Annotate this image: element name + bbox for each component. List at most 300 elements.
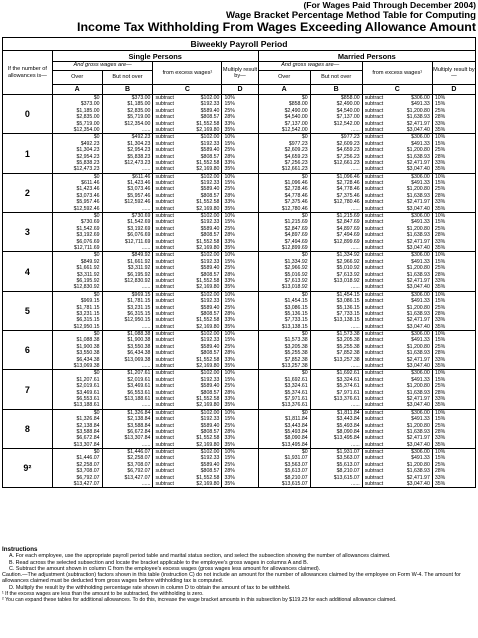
subtract-label: subtract xyxy=(155,337,174,344)
subtract-amount: $2,471.97 xyxy=(406,120,430,127)
subtract-amount: $1,638.93 xyxy=(406,271,430,278)
subtract-label: subtract xyxy=(364,402,384,409)
value: $3,550.38 xyxy=(127,343,151,350)
subtract-amount: $491.33 xyxy=(411,219,430,226)
single-subtract-cell xyxy=(153,291,222,330)
married-not-over-cell xyxy=(310,331,362,370)
married-subtract-cell xyxy=(362,134,432,173)
value: $0 xyxy=(93,291,100,298)
subtract-amount: $808.57 xyxy=(200,428,220,435)
value: $730.69 xyxy=(131,213,151,220)
value: $12,830.92 xyxy=(124,277,151,284)
subtract-label: subtract xyxy=(155,468,174,475)
value: $3,311.92 xyxy=(76,271,100,278)
subtract-label: subtract xyxy=(364,252,384,259)
value: ...... xyxy=(351,363,360,370)
subtract-amount: $192.33 xyxy=(200,219,220,226)
value: ...... xyxy=(351,166,360,173)
value: $1,931.07 xyxy=(336,449,360,456)
value: 28% xyxy=(224,428,235,435)
value: $12,899.69 xyxy=(333,238,360,245)
value: 15% xyxy=(434,219,446,226)
value: $3,205.38 xyxy=(336,337,360,344)
value: 25% xyxy=(224,225,235,232)
subtract-amount: $491.33 xyxy=(411,376,430,383)
value: $4,778.46 xyxy=(284,192,308,199)
single-multiply-header: Multiply result by— xyxy=(222,62,258,85)
value: $1,692.61 xyxy=(284,376,308,383)
subtract-amount: $808.57 xyxy=(200,153,220,160)
value: $13,495.84 xyxy=(281,441,308,448)
value: 35% xyxy=(434,205,446,212)
single-not-over-cell xyxy=(102,134,153,173)
value: $13,018.92 xyxy=(281,284,308,291)
subtract-label: subtract xyxy=(155,449,174,456)
value: $1,088.38 xyxy=(127,331,151,338)
subtract-amount: $2,169.80 xyxy=(196,244,220,251)
value: $3,708.07 xyxy=(76,468,100,475)
subtract-label: subtract xyxy=(364,422,384,429)
table-row xyxy=(3,95,476,134)
subtract-amount: $589.40 xyxy=(200,304,220,311)
value: 28% xyxy=(434,468,446,475)
page-title-line2: Income Tax Withholding From Wages Exceeding Allowance Amount xyxy=(77,20,476,34)
instructions xyxy=(2,547,476,604)
value: $1,326.84 xyxy=(76,416,100,423)
value: 33% xyxy=(224,199,235,206)
column-letter-d: D xyxy=(432,85,475,95)
value: $3,563.07 xyxy=(284,461,308,468)
value: 35% xyxy=(434,441,446,448)
subtract-label: subtract xyxy=(155,192,174,199)
subtract-label: subtract xyxy=(364,304,384,311)
subtract-amount: $1,638.93 xyxy=(406,114,430,121)
value: 10% xyxy=(434,331,446,338)
column-letter-b: B xyxy=(310,85,362,95)
value: 25% xyxy=(434,225,446,232)
value: $3,563.07 xyxy=(336,455,360,462)
subtract-label: subtract xyxy=(155,284,174,291)
value: $7,137.00 xyxy=(336,114,360,121)
value: ...... xyxy=(141,166,151,173)
allowance-count: 0 xyxy=(3,95,53,134)
value: $13,376.61 xyxy=(333,395,360,402)
subtract-label: subtract xyxy=(155,252,174,259)
value: $6,434.38 xyxy=(127,350,151,357)
single-subtract-cell xyxy=(153,409,222,448)
single-gross-wages-group: And gross wages are— xyxy=(52,62,153,71)
subtract-amount: $1,200.80 xyxy=(406,265,430,272)
value: $2,258.07 xyxy=(127,455,151,462)
value: $1,096.46 xyxy=(336,173,360,180)
subtract-amount: $589.40 xyxy=(200,461,220,468)
value: 35% xyxy=(224,244,235,251)
subtract-label: subtract xyxy=(155,350,174,357)
value: $5,957.46 xyxy=(127,192,151,199)
subtract-amount: $1,552.58 xyxy=(196,317,220,324)
subtract-amount: $589.40 xyxy=(200,147,220,154)
footnote-2: ² You can expand these tables for additional allowances. To do this, increase the wage bracket amounts in this subsection by $119.23 for each additional allowance claimed. xyxy=(2,597,397,604)
table-row xyxy=(3,331,476,370)
value: 33% xyxy=(224,435,235,442)
married-gross-wages-group: And gross wages are— xyxy=(258,62,362,71)
single-over-cell xyxy=(52,370,102,409)
subtract-label: subtract xyxy=(155,265,174,272)
subtract-label: subtract xyxy=(155,180,174,187)
subtract-label: subtract xyxy=(364,232,384,239)
value: $4,540.00 xyxy=(284,114,308,121)
subtract-amount: $192.33 xyxy=(200,376,220,383)
value: $5,957.46 xyxy=(76,199,100,206)
married-over-cell xyxy=(258,331,310,370)
value: 25% xyxy=(224,383,235,390)
single-multiply-cell xyxy=(222,134,258,173)
allowance-count: 8 xyxy=(3,409,53,448)
value: $1,423.46 xyxy=(76,186,100,193)
subtract-amount: $491.33 xyxy=(411,298,430,305)
subtract-amount: $1,552.58 xyxy=(196,435,220,442)
subtract-amount: $3,047.40 xyxy=(406,402,430,409)
subtract-amount: $3,047.40 xyxy=(406,363,430,370)
subtract-amount: $1,552.58 xyxy=(196,159,220,166)
subtract-label: subtract xyxy=(155,166,174,173)
value: $5,136.15 xyxy=(284,310,308,317)
subtract-amount: $808.57 xyxy=(200,310,220,317)
value: $1,811.84 xyxy=(284,416,308,423)
subtract-label: subtract xyxy=(155,173,174,180)
subtract-amount: $589.40 xyxy=(200,422,220,429)
value: $7,971.61 xyxy=(284,395,308,402)
married-multiply-cell xyxy=(432,331,475,370)
value: $4,897.69 xyxy=(284,232,308,239)
subtract-label: subtract xyxy=(364,265,384,272)
value: $858.00 xyxy=(288,101,308,108)
value: $12,780.46 xyxy=(281,205,308,212)
value: $2,835.00 xyxy=(127,107,151,114)
value: $2,258.07 xyxy=(76,461,100,468)
value: $2,954.23 xyxy=(76,153,100,160)
subtract-amount: $1,552.58 xyxy=(196,474,220,481)
subtract-amount: $192.33 xyxy=(200,416,220,423)
subtract-amount: $491.33 xyxy=(411,416,430,423)
value: ...... xyxy=(351,402,360,409)
single-not-over-cell xyxy=(102,331,153,370)
married-subtract-cell xyxy=(362,213,432,252)
single-subtract-cell xyxy=(153,370,222,409)
value: 15% xyxy=(434,258,446,265)
value: 15% xyxy=(434,101,446,108)
withholding-table xyxy=(2,37,476,488)
value: 25% xyxy=(224,461,235,468)
value: $5,493.84 xyxy=(284,428,308,435)
value: 10% xyxy=(224,449,235,456)
value: $5,838.23 xyxy=(127,153,151,160)
married-subtract-cell xyxy=(362,173,432,212)
subtract-label: subtract xyxy=(364,428,384,435)
subtract-label: subtract xyxy=(364,180,384,187)
value: $1,207.61 xyxy=(76,376,100,383)
subtract-label: subtract xyxy=(364,389,384,396)
value: $1,931.07 xyxy=(284,455,308,462)
table-title: Biweekly Payroll Period xyxy=(3,38,476,51)
value: $7,494.69 xyxy=(284,238,308,245)
value: $12,473.23 xyxy=(73,166,100,173)
subtract-label: subtract xyxy=(364,455,384,462)
value: $730.69 xyxy=(80,219,100,226)
value: 28% xyxy=(224,153,235,160)
subtract-label: subtract xyxy=(155,474,174,481)
value: $1,781.15 xyxy=(127,298,151,305)
value: $2,138.84 xyxy=(127,416,151,423)
subtract-amount: $589.40 xyxy=(200,383,220,390)
single-multiply-cell xyxy=(222,95,258,134)
subtract-label: subtract xyxy=(155,225,174,232)
married-subtract-cell xyxy=(362,370,432,409)
value: $611.46 xyxy=(132,173,151,180)
subtract-amount: $2,471.97 xyxy=(406,435,430,442)
married-subtract-cell xyxy=(362,95,432,134)
subtract-amount: $1,200.80 xyxy=(406,422,430,429)
value: $1,781.15 xyxy=(76,304,100,311)
value: 15% xyxy=(224,298,235,305)
value: $4,659.23 xyxy=(284,153,308,160)
subtract-label: subtract xyxy=(155,134,174,141)
subtract-amount: $808.57 xyxy=(200,192,220,199)
subtract-label: subtract xyxy=(155,455,174,462)
subtract-label: subtract xyxy=(155,304,174,311)
value: 28% xyxy=(224,350,235,357)
value: $1,446.07 xyxy=(127,449,151,456)
single-subtract-cell xyxy=(153,449,222,488)
subtract-amount: $192.33 xyxy=(200,337,220,344)
value: 33% xyxy=(434,277,446,284)
subtract-amount: $1,200.80 xyxy=(406,186,430,193)
value: 25% xyxy=(224,422,235,429)
subtract-label: subtract xyxy=(155,298,174,305)
value: $6,672.84 xyxy=(76,435,100,442)
instructions-heading: Instructions xyxy=(2,546,38,553)
value: $12,354.00 xyxy=(73,126,100,133)
single-over-cell xyxy=(52,173,102,212)
subtract-label: subtract xyxy=(155,389,174,396)
subtract-amount: $192.33 xyxy=(200,101,220,108)
value: $7,971.61 xyxy=(336,389,360,396)
subtract-amount: $192.33 xyxy=(200,455,220,462)
subtract-amount: $192.33 xyxy=(200,180,220,187)
value: 28% xyxy=(224,232,235,239)
subtract-label: subtract xyxy=(364,238,384,245)
value: $5,136.15 xyxy=(336,304,360,311)
subtract-label: subtract xyxy=(155,383,174,390)
subtract-amount: $306.00 xyxy=(411,95,430,101)
value: 28% xyxy=(434,350,446,357)
subtract-label: subtract xyxy=(364,134,384,141)
subtract-label: subtract xyxy=(364,159,384,166)
subtract-amount: $1,552.58 xyxy=(196,120,220,127)
value: $1,334.92 xyxy=(284,258,308,265)
single-multiply-cell xyxy=(222,173,258,212)
subtract-label: subtract xyxy=(364,370,384,377)
value: 28% xyxy=(434,310,446,317)
value: 15% xyxy=(224,416,235,423)
value: $3,588.84 xyxy=(127,422,151,429)
value: $12,542.00 xyxy=(281,126,308,133)
value: 33% xyxy=(434,395,446,402)
value: $5,255.38 xyxy=(336,343,360,350)
value: $7,613.92 xyxy=(284,277,308,284)
value: $0 xyxy=(301,449,308,456)
single-over-cell xyxy=(52,134,102,173)
subtract-label: subtract xyxy=(155,435,174,442)
subtract-amount: $306.00 xyxy=(411,409,430,416)
married-not-over-cell xyxy=(310,252,362,291)
column-letter-c: C xyxy=(153,85,222,95)
value: 10% xyxy=(434,370,446,377)
value: $1,185.00 xyxy=(127,101,151,108)
value: $3,443.84 xyxy=(336,416,360,423)
page-title-line1: Wage Bracket Percentage Method Table for Computing xyxy=(225,10,476,21)
subtract-amount: $1,200.80 xyxy=(406,225,430,232)
value: $5,493.84 xyxy=(336,422,360,429)
subtract-amount: $2,169.80 xyxy=(196,126,220,133)
single-subtract-header: from excess wages¹ xyxy=(153,62,222,85)
value: $0 xyxy=(93,449,100,456)
subtract-label: subtract xyxy=(364,409,384,416)
value: $13,307.84 xyxy=(73,441,100,448)
value: $4,897.69 xyxy=(336,225,360,232)
subtract-label: subtract xyxy=(364,310,384,317)
value: $977.23 xyxy=(288,140,308,147)
value: $969.15 xyxy=(131,291,151,298)
value: $6,792.07 xyxy=(127,468,151,475)
single-over-cell xyxy=(52,449,102,488)
married-not-over-cell xyxy=(310,291,362,330)
subtract-label: subtract xyxy=(364,298,384,305)
value: 10% xyxy=(434,173,446,180)
subtract-amount: $102.00 xyxy=(200,370,220,377)
value: 35% xyxy=(224,363,235,370)
value: $2,835.00 xyxy=(76,114,100,121)
value: 25% xyxy=(224,186,235,193)
value: $1,207.61 xyxy=(127,370,151,377)
value: ...... xyxy=(351,441,360,448)
value: $3,073.46 xyxy=(127,186,151,193)
value: 10% xyxy=(224,173,235,180)
single-subtract-cell xyxy=(153,213,222,252)
subtract-label: subtract xyxy=(364,205,384,212)
allowance-count: 3 xyxy=(3,213,53,252)
subtract-label: subtract xyxy=(364,291,384,298)
value: 28% xyxy=(434,232,446,239)
value: $2,490.00 xyxy=(336,101,360,108)
subtract-amount: $1,552.58 xyxy=(196,395,220,402)
subtract-amount: $3,047.40 xyxy=(406,205,430,212)
subtract-label: subtract xyxy=(364,376,384,383)
subtract-label: subtract xyxy=(364,350,384,357)
value: 28% xyxy=(224,468,235,475)
value: $6,195.92 xyxy=(76,277,100,284)
value: 35% xyxy=(224,126,235,133)
value: 35% xyxy=(434,284,446,291)
value: 25% xyxy=(224,304,235,311)
subtract-amount: $2,169.80 xyxy=(196,205,220,212)
value: ...... xyxy=(141,323,151,330)
allowance-count: 4 xyxy=(3,252,53,291)
subtract-amount: $1,200.80 xyxy=(406,383,430,390)
single-over-cell xyxy=(52,291,102,330)
value: $7,852.38 xyxy=(336,350,360,357)
value: $1,542.69 xyxy=(127,219,151,226)
subtract-label: subtract xyxy=(155,238,174,245)
value: 35% xyxy=(434,166,446,173)
subtract-amount: $2,471.97 xyxy=(406,199,430,206)
allowance-count: 9² xyxy=(3,449,53,488)
subtract-label: subtract xyxy=(155,277,174,284)
subtract-amount: $2,169.80 xyxy=(196,284,220,291)
value: 25% xyxy=(434,107,446,114)
value: $1,215.69 xyxy=(336,213,360,220)
subtract-label: subtract xyxy=(155,356,174,363)
value: $7,137.00 xyxy=(284,120,308,127)
value: 15% xyxy=(224,219,235,226)
value: $6,315.15 xyxy=(76,317,100,324)
subtract-amount: $102.00 xyxy=(200,331,220,338)
value: 35% xyxy=(434,244,446,251)
married-multiply-cell xyxy=(432,173,475,212)
subtract-label: subtract xyxy=(364,356,384,363)
single-not-over-header: But not over xyxy=(102,71,153,85)
value: $0 xyxy=(93,370,100,377)
value: $2,019.61 xyxy=(127,376,151,383)
subtract-label: subtract xyxy=(155,95,174,101)
value: $0 xyxy=(93,95,100,101)
value: $13,307.84 xyxy=(124,435,151,442)
subtract-label: subtract xyxy=(364,317,384,324)
value: 10% xyxy=(434,291,446,298)
subtract-amount: $491.33 xyxy=(411,180,430,187)
value: $6,076.69 xyxy=(76,238,100,245)
single-multiply-cell xyxy=(222,409,258,448)
subtract-amount: $1,552.58 xyxy=(196,238,220,245)
value: 25% xyxy=(224,265,235,272)
value: $611.46 xyxy=(81,180,100,187)
subtract-label: subtract xyxy=(364,284,384,291)
value: 10% xyxy=(434,213,446,220)
married-not-over-cell xyxy=(310,134,362,173)
subtract-amount: $3,047.40 xyxy=(406,481,430,488)
value: $0 xyxy=(301,173,308,180)
married-multiply-cell xyxy=(432,449,475,488)
subtract-label: subtract xyxy=(364,120,384,127)
value: $4,778.46 xyxy=(336,186,360,193)
value: 25% xyxy=(434,422,446,429)
value: $3,205.38 xyxy=(284,343,308,350)
value: 28% xyxy=(434,114,446,121)
value: $13,138.15 xyxy=(281,323,308,330)
subtract-label: subtract xyxy=(364,192,384,199)
subtract-label: subtract xyxy=(364,395,384,402)
value: $7,256.23 xyxy=(284,159,308,166)
subtract-amount: $102.00 xyxy=(200,95,220,101)
value: $2,138.84 xyxy=(76,422,100,429)
married-not-over-header: But not over xyxy=(310,71,362,85)
value: ...... xyxy=(141,402,151,409)
value: $1,454.15 xyxy=(336,291,360,298)
subtract-amount: $589.40 xyxy=(200,265,220,272)
value: 35% xyxy=(224,323,235,330)
value: $1,661.92 xyxy=(76,265,100,272)
subtract-label: subtract xyxy=(364,323,384,330)
